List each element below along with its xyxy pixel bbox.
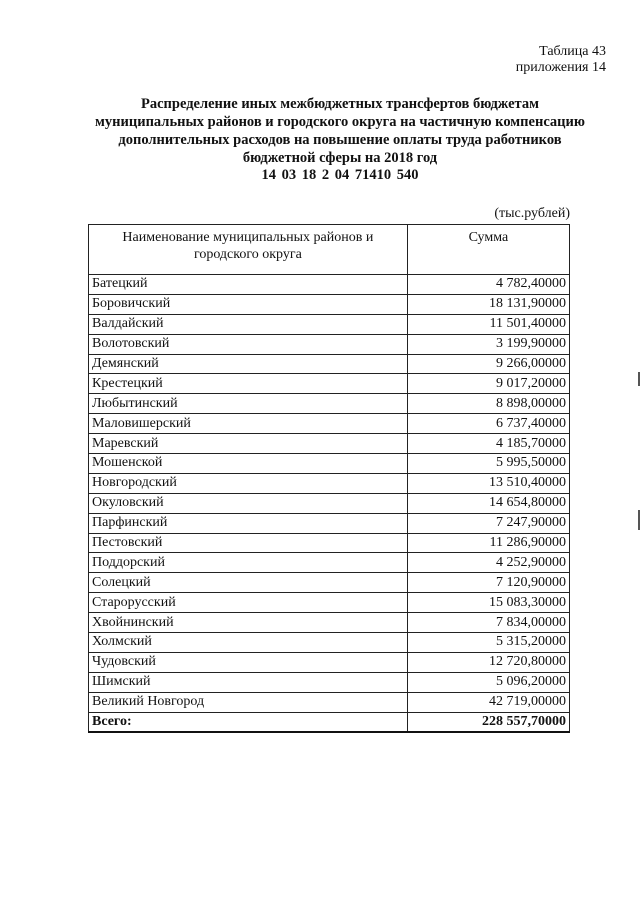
- district-sum: 15 083,30000: [407, 593, 569, 613]
- district-name: Хвойнинский: [89, 613, 408, 633]
- table-row: [89, 613, 570, 633]
- district-name: Парфинский: [89, 513, 408, 533]
- district-sum: 11 501,40000: [407, 314, 569, 334]
- table-row: [89, 275, 570, 295]
- table-header-row: [89, 225, 570, 275]
- units-label: (тыс.рублей): [494, 206, 570, 221]
- document-title: [80, 95, 600, 167]
- district-name: Чудовский: [89, 652, 408, 672]
- title-line: муниципальных районов и городского округа на частичную компенсацию: [95, 114, 585, 130]
- table-row: [89, 533, 570, 553]
- title-line: Распределение иных межбюджетных трансфертов бюджетам: [141, 96, 539, 112]
- table-row: [89, 294, 570, 314]
- district-sum: 13 510,40000: [407, 473, 569, 493]
- district-name: Пестовский: [89, 533, 408, 553]
- distribution-table: [88, 224, 570, 733]
- table-row: [89, 394, 570, 414]
- district-sum: 12 720,80000: [407, 652, 569, 672]
- district-name: Валдайский: [89, 314, 408, 334]
- header-sum: Сумма: [407, 225, 569, 275]
- table-body: [89, 275, 570, 733]
- district-sum: 5 315,20000: [407, 633, 569, 653]
- table-row: [89, 573, 570, 593]
- table-row: [89, 414, 570, 434]
- table-row: [89, 633, 570, 653]
- district-sum: 4 782,40000: [407, 275, 569, 295]
- district-name: Маловишерский: [89, 414, 408, 434]
- district-sum: 5 096,20000: [407, 672, 569, 692]
- appendix-number: приложения 14: [515, 60, 606, 75]
- table-row: [89, 652, 570, 672]
- district-sum: 14 654,80000: [407, 493, 569, 513]
- table-row: [89, 334, 570, 354]
- district-sum: 7 247,90000: [407, 513, 569, 533]
- table-row: [89, 692, 570, 712]
- district-name: Поддорский: [89, 553, 408, 573]
- district-name: Волотовский: [89, 334, 408, 354]
- title-line: бюджетной сферы на 2018 год: [242, 150, 438, 166]
- title-line: дополнительных расходов на повышение оплаты труда работников: [118, 132, 562, 148]
- district-name: Мошенской: [89, 454, 408, 474]
- district-sum: 8 898,00000: [407, 394, 569, 414]
- total-label: Всего:: [89, 712, 408, 732]
- district-sum: 4 185,70000: [407, 434, 569, 454]
- district-name: Великий Новгород: [89, 692, 408, 712]
- table-number: Таблица 43: [539, 44, 606, 59]
- budget-classification-code: 14 03 18 2 04 71410 540: [261, 167, 419, 183]
- district-sum: 5 995,50000: [407, 454, 569, 474]
- table-reference: [516, 44, 606, 76]
- district-name: Шимский: [89, 672, 408, 692]
- district-sum: 7 834,00000: [407, 613, 569, 633]
- district-name: Солецкий: [89, 573, 408, 593]
- district-name: Крестецкий: [89, 374, 408, 394]
- district-sum: 11 286,90000: [407, 533, 569, 553]
- table-row: [89, 434, 570, 454]
- table-row: [89, 513, 570, 533]
- table-row: [89, 354, 570, 374]
- district-sum: 42 719,00000: [407, 692, 569, 712]
- table-row: [89, 553, 570, 573]
- district-name: Окуловский: [89, 493, 408, 513]
- district-sum: 3 199,90000: [407, 334, 569, 354]
- total-row: [89, 712, 570, 732]
- district-sum: 4 252,90000: [407, 553, 569, 573]
- total-sum: 228 557,70000: [407, 712, 569, 732]
- district-name: Маревский: [89, 434, 408, 454]
- table-row: [89, 374, 570, 394]
- table-row: [89, 473, 570, 493]
- table-row: [89, 672, 570, 692]
- district-sum: 9 017,20000: [407, 374, 569, 394]
- header-name: Наименование муниципальных районов и городского округа: [89, 225, 408, 275]
- table-row: [89, 454, 570, 474]
- district-name: Батецкий: [89, 275, 408, 295]
- district-sum: 6 737,40000: [407, 414, 569, 434]
- district-sum: 18 131,90000: [407, 294, 569, 314]
- table-row: [89, 593, 570, 613]
- table-row: [89, 314, 570, 334]
- district-name: Старорусский: [89, 593, 408, 613]
- district-name: Демянский: [89, 354, 408, 374]
- district-name: Любытинский: [89, 394, 408, 414]
- district-sum: 9 266,00000: [407, 354, 569, 374]
- district-name: Новгородский: [89, 473, 408, 493]
- district-name: Холмский: [89, 633, 408, 653]
- table-row: [89, 493, 570, 513]
- district-name: Боровичский: [89, 294, 408, 314]
- district-sum: 7 120,90000: [407, 573, 569, 593]
